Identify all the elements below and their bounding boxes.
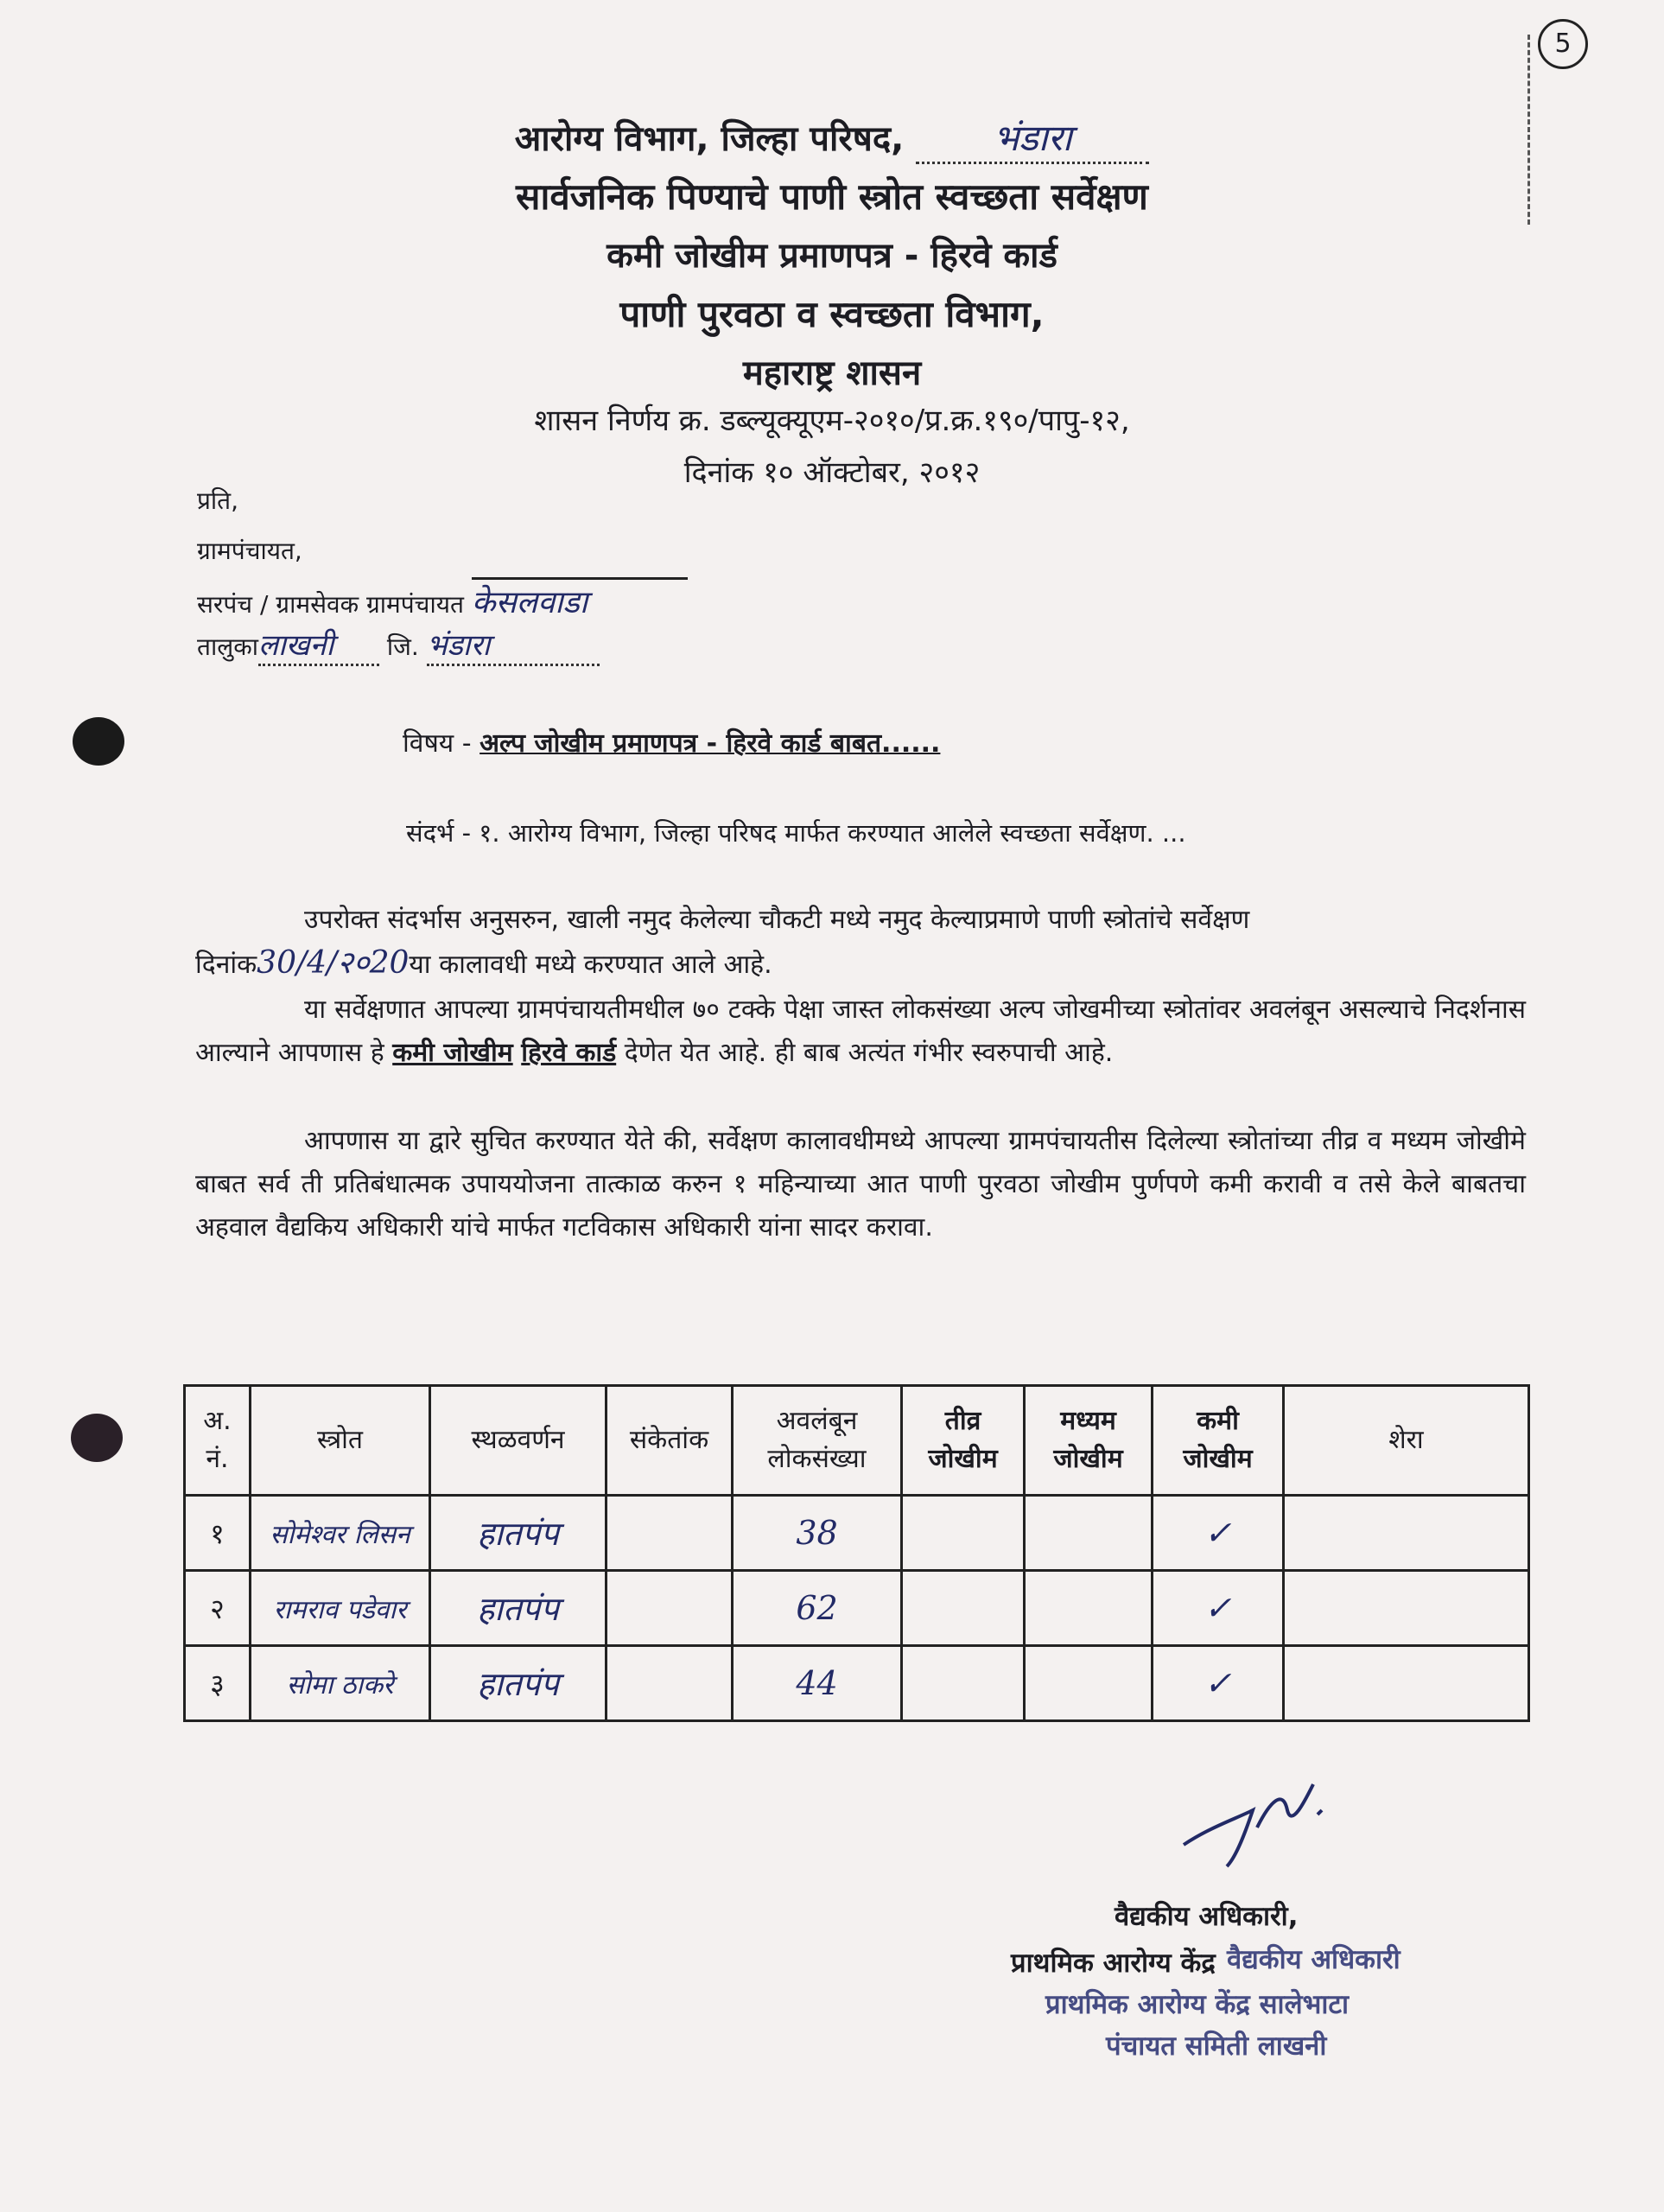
subject-text: अल्प जोखीम प्रमाणपत्र - हिरवे कार्ड बाबत...... xyxy=(480,728,941,759)
stamp-line-1: वैद्यकीय अधिकारी xyxy=(1227,1944,1400,1975)
subject-line: विषय - अल्प जोखीम प्रमाणपत्र - हिरवे कार्ड बाबत...... xyxy=(403,728,941,759)
header-high-risk: तीव्र जोखीम xyxy=(902,1386,1025,1496)
header-line-1: आरोग्य विभाग, जिल्हा परिषद, भंडारा xyxy=(0,112,1664,164)
paragraph-2: या सर्वेक्षणात आपल्या ग्रामपंचायतीमधील ७० टक्के पेक्षा जास्त लोकसंख्या अल्प जोखमीच्या स्त्रोतांवर अवलंबून असल्याचे निदर्शनास आल्याने आपणास हे कमी जोखीम हिरवे कार्ड देणेत येत आहे. ही बाब अत्यंत गंभीर स्वरुपाची आहे. xyxy=(195,995,1526,1068)
cell-sr: २ xyxy=(185,1571,251,1646)
cell-code xyxy=(607,1646,733,1721)
header-line-3: कमी जोखीम प्रमाणपत्र - हिरवे कार्ड xyxy=(607,236,1057,276)
stamp-line-3: पंचायत समिती लाखनी xyxy=(1106,2031,1327,2062)
cell-medium-risk xyxy=(1025,1571,1153,1646)
address-to: प्रति, xyxy=(197,486,239,515)
district-name-handwritten: भंडारा xyxy=(427,624,600,666)
taluka-handwritten: लाखनी xyxy=(258,624,379,666)
cell-low-risk-check: ✓ xyxy=(1153,1571,1284,1646)
water-source-table xyxy=(183,1384,1530,1722)
cell-code xyxy=(607,1571,733,1646)
district-handwritten: भंडारा xyxy=(916,112,1149,164)
header-line-2: सार्वजनिक पिण्याचे पाणी स्त्रोत स्वच्छता सर्वेक्षण xyxy=(516,175,1148,218)
header-sr-no: अ. नं. xyxy=(185,1386,251,1496)
gp-name-handwritten: केसलवाडा xyxy=(472,577,688,622)
table-row xyxy=(185,1571,1529,1646)
address-gram-panchayat: ग्रामपंचायत, xyxy=(197,537,302,565)
cell-low-risk-check: ✓ xyxy=(1153,1646,1284,1721)
handwritten-signature xyxy=(1175,1776,1348,1871)
cell-population: 62 xyxy=(733,1571,902,1646)
header-source: स्त्रोत xyxy=(251,1386,430,1496)
table-row xyxy=(185,1646,1529,1721)
header-population: अवलंबून लोकसंख्या xyxy=(733,1386,902,1496)
cell-high-risk xyxy=(902,1571,1025,1646)
survey-date-handwritten: 30/4/२०20 xyxy=(257,945,410,981)
cell-population: 38 xyxy=(733,1496,902,1571)
gr-reference-line-1: शासन निर्णय क्र. डब्ल्यूक्यूएम-२०१०/प्र.क्र.१९०/पापु-१२, xyxy=(534,404,1130,438)
cell-remark xyxy=(1284,1646,1529,1721)
header-line-4: पाणी पुरवठा व स्वच्छता विभाग, xyxy=(619,293,1045,335)
cell-medium-risk xyxy=(1025,1496,1153,1571)
cell-source: रामराव पडेवार xyxy=(251,1571,430,1646)
cell-location: हातपंप xyxy=(430,1571,607,1646)
table-header-row xyxy=(185,1386,1529,1496)
cell-remark xyxy=(1284,1496,1529,1571)
header-low-risk: कमी जोखीम xyxy=(1153,1386,1284,1496)
address-taluka-line: तालुकालाखनी जि. भंडारा xyxy=(197,624,600,666)
stamp-line-2: प्राथमिक आरोग्य केंद्र सालेभाटा xyxy=(1045,1989,1350,2020)
signature-phc: प्राथमिक आरोग्य केंद्र xyxy=(1011,1948,1216,1979)
cell-population: 44 xyxy=(733,1646,902,1721)
paragraph-1: उपरोक्त संदर्भास अनुसरुन, खाली नमुद केलेल्या चौकटी मध्ये नमुद केल्याप्रमाणे पाणी स्त्रोतांचे सर्वेक्षण दिनांक30/4/२०20या कालावधी मध्ये करण्यात आले आहे. xyxy=(195,905,1250,981)
punch-hole-top xyxy=(73,717,124,766)
punch-hole-bottom xyxy=(71,1414,123,1462)
signature-designation: वैद्यकीय अधिकारी, xyxy=(1115,1901,1299,1932)
page-number: 5 xyxy=(1538,19,1588,69)
cell-sr: ३ xyxy=(185,1646,251,1721)
reference-line: संदर्भ - १. आरोग्य विभाग, जिल्हा परिषद मार्फत करण्यात आलेले स्वच्छता सर्वेक्षण. ... xyxy=(406,818,1186,848)
cell-low-risk-check: ✓ xyxy=(1153,1496,1284,1571)
cell-high-risk xyxy=(902,1646,1025,1721)
cell-location: हातपंप xyxy=(430,1496,607,1571)
header-code: संकेतांक xyxy=(607,1386,733,1496)
cell-remark xyxy=(1284,1571,1529,1646)
header-remark: शेरा xyxy=(1284,1386,1529,1496)
address-sarpanch-line: सरपंच / ग्रामसेवक ग्रामपंचायत केसलवाडा xyxy=(197,577,688,622)
header-location: स्थळवर्णन xyxy=(430,1386,607,1496)
cell-location: हातपंप xyxy=(430,1646,607,1721)
cell-source: सोमा ठाकरे xyxy=(251,1646,430,1721)
header-medium-risk: मध्यम जोखीम xyxy=(1025,1386,1153,1496)
cell-medium-risk xyxy=(1025,1646,1153,1721)
cell-source: सोमेश्वर लिसन xyxy=(251,1496,430,1571)
cell-code xyxy=(607,1496,733,1571)
gr-reference-line-2: दिनांक १० ऑक्टोबर, २०१२ xyxy=(683,455,981,490)
cell-sr: १ xyxy=(185,1496,251,1571)
cell-high-risk xyxy=(902,1496,1025,1571)
paragraph-3: आपणास या द्वारे सुचित करण्यात येते की, सर्वेक्षण कालावधीमध्ये आपल्या ग्रामपंचायतीस दिलेल्या स्त्रोतांच्या तीव्र व मध्यम जोखीमे बाबत सर्व ती प्रतिबंधात्मक उपाययोजना तात्काळ करुन १ महिन्याच्या आत पाणी पुरवठा जोखीम पुर्णपणे कमी करावी व तसे केले बाबतचा अहवाल वैद्यकिय अधिकारी यांचे मार्फत गटविकास अधिकारी यांना सादर करावा. xyxy=(195,1126,1526,1243)
table-row xyxy=(185,1496,1529,1571)
header-line-5: महाराष्ट्र शासन xyxy=(742,353,922,393)
